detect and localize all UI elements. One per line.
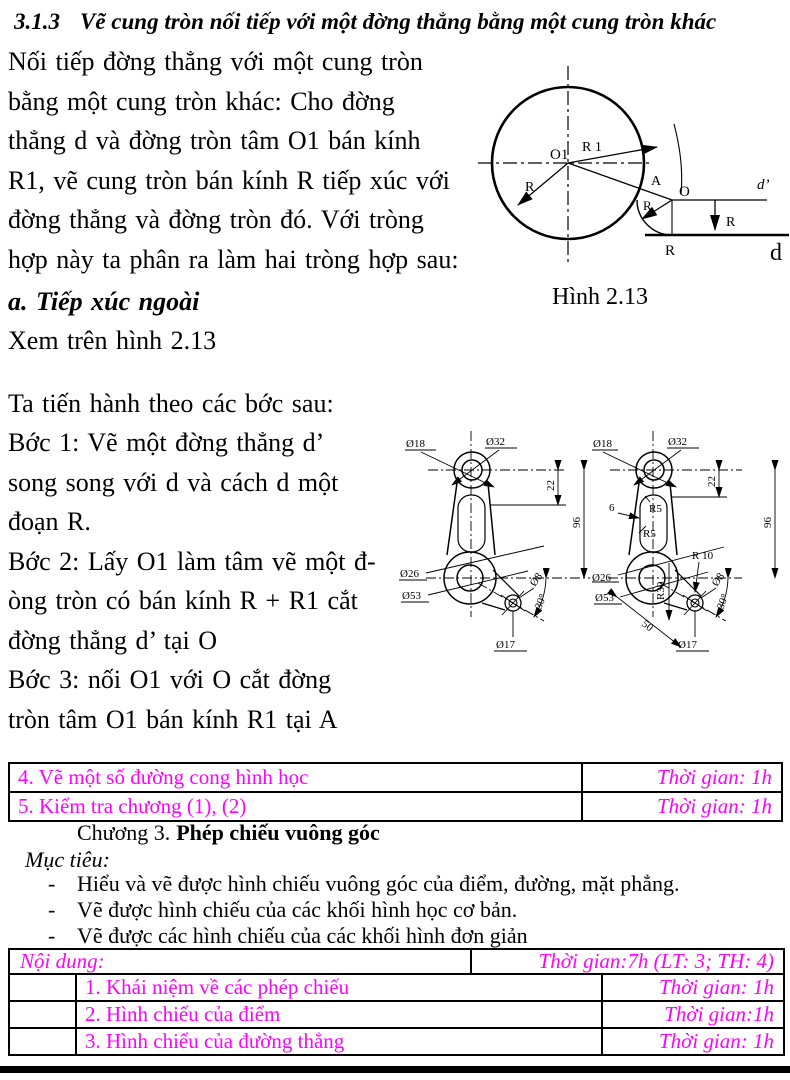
dim-label-offset: 22 <box>545 480 557 491</box>
dim-label-boss: Ø17 <box>678 639 697 651</box>
dimension-lines <box>399 448 584 651</box>
table-cell-content: 4. Vẽ một số đường cong hình học <box>10 764 583 791</box>
intro-line: hợp này ta phân ra làm hai tròng hợp sau: <box>8 244 459 274</box>
dim-label-dist: 50 <box>639 617 656 635</box>
page-bottom-rule <box>0 1066 790 1073</box>
dim-label-offset: 22 <box>706 476 718 487</box>
bullet-dash: - <box>48 871 56 896</box>
objective-item <box>48 871 679 897</box>
bullet-dash: - <box>48 922 56 948</box>
dim-label-bottom-inner: Ø26 <box>400 568 419 580</box>
dim-label-top-inner: Ø18 <box>406 438 425 450</box>
dim-label-arc-r: R30 <box>655 581 667 600</box>
objective-text: Vẽ được hình chiếu của các khối hình học cơ bản. <box>77 896 518 922</box>
dim-label-top-inner: Ø18 <box>593 438 612 450</box>
table-cell-time: Thời gian: 1h <box>658 1029 774 1053</box>
dimension-lines <box>592 448 775 651</box>
table-cell-empty <box>10 1002 77 1027</box>
objectives-label: Mục tiêu: <box>25 847 110 872</box>
table-header-content: Nội dung: <box>10 950 472 973</box>
dim-label-slot-r-bottom: R5 <box>643 528 656 540</box>
dim-label-bottom-outer: Ø53 <box>595 592 614 604</box>
label-r-bottom: R <box>665 243 676 259</box>
dimension-labels <box>592 436 774 651</box>
intro-line: bằng một cung tròn khác: Cho đờng <box>8 86 395 116</box>
dim-label-angle: 30° <box>532 592 550 612</box>
dim-label-top-outer: Ø32 <box>668 436 687 448</box>
objective-item <box>48 897 679 923</box>
figure-labels <box>525 140 782 266</box>
centerlines <box>608 431 742 621</box>
chapter-title: Phép chiếu vuông góc <box>176 820 380 845</box>
section-number: 3.1.3 <box>14 9 60 34</box>
figure-caption: Hình 2.13 <box>552 284 648 310</box>
figure-geometry <box>478 66 789 264</box>
table-cell-empty <box>10 975 77 1000</box>
lever-drawing-left <box>398 425 600 673</box>
label-d: d <box>770 240 782 266</box>
bullet-dash: - <box>48 896 56 922</box>
dim-label-angle: 30° <box>714 592 732 612</box>
objective-item <box>48 923 679 949</box>
table-cell-content: 1. Khái niệm về các phép chiếu <box>77 975 603 1000</box>
step-line: Bớc 1: Vẽ một đờng thẳng d’ <box>8 428 325 457</box>
table-header-time: Thời gian:7h (LT: 3; TH: 4) <box>538 949 774 973</box>
slot <box>458 495 485 552</box>
dimension-labels <box>400 436 583 651</box>
chapter-heading <box>77 820 380 846</box>
syllabus-table-lower <box>8 948 785 1056</box>
table-header-row <box>10 950 783 973</box>
section-heading <box>14 9 716 35</box>
intro-line: thẳng d và đờng tròn tâm O1 bán kính <box>8 126 421 155</box>
table-row <box>10 791 781 820</box>
objectives-list <box>48 871 679 948</box>
dim-label-boss: Ø17 <box>496 639 515 651</box>
intro-line: Nối tiếp đờng thẳng với một cung tròn <box>8 47 423 76</box>
dim-label-bottom-outer: Ø53 <box>402 590 421 602</box>
intro-paragraph <box>8 42 459 279</box>
figure-2-13-diagram <box>455 58 790 286</box>
step-line: Bớc 2: Lấy O1 làm tâm vẽ một đ- <box>8 546 376 576</box>
step-line: đờng thẳng d’ tại O <box>8 625 218 655</box>
table-cell-empty <box>10 1029 77 1054</box>
table-row <box>10 1027 783 1054</box>
intro-line: đờng thẳng và đờng tròn đó. Với tròng <box>8 205 424 234</box>
dim-label-top-outer: Ø32 <box>486 436 505 448</box>
table-row <box>10 764 781 791</box>
label-point-o: O <box>679 184 690 200</box>
dim-label-link-r: R 10 <box>692 550 714 562</box>
see-figure-line: Xem trên hình 2.13 <box>8 326 217 355</box>
intro-line: R1, vẽ cung tròn bán kính R tiếp xúc với <box>8 165 450 195</box>
dim-label-hole: Ø8 <box>527 570 546 589</box>
chapter-prefix: Chương 3. <box>77 820 171 845</box>
dim-label-web: 6 <box>609 502 615 514</box>
label-r1: R 1 <box>582 140 602 155</box>
label-center-o1: O1 <box>550 147 569 163</box>
table-row <box>10 1000 783 1027</box>
table-cell-time: Thời gian: 1h <box>656 765 772 789</box>
table-cell-content: 2. Hình chiếu của điểm <box>77 1002 603 1027</box>
steps-paragraph <box>8 423 376 739</box>
step-line: tròn tâm O1 bán kính R1 tại A <box>8 704 338 734</box>
lever-drawing-right <box>592 425 790 673</box>
table-cell-content: 3. Hình chiếu của đường thẳng <box>77 1029 603 1054</box>
step-line: Bớc 3: nối O1 với O cắt đờng <box>8 665 332 694</box>
objective-text: Vẽ được các hình chiếu của các khối hình đơn giản <box>77 922 528 948</box>
dim-label-slot-r-top: R5 <box>649 503 662 515</box>
label-d-prime: d’ <box>757 177 770 193</box>
subsection-a-heading: a. Tiếp xúc ngoài <box>8 287 200 316</box>
dim-label-length: 96 <box>762 517 774 528</box>
table-cell-content: 5. Kiểm tra chương (1), (2) <box>10 793 583 820</box>
part-outline <box>444 452 521 611</box>
table-cell-time: Thời gian: 1h <box>656 794 772 818</box>
dim-label-hole: Ø8 <box>709 570 728 589</box>
syllabus-table-upper <box>8 762 783 822</box>
label-r-down: R <box>726 215 736 230</box>
step-line: song song với d và cách d một <box>8 467 339 497</box>
dim-label-length: 96 <box>571 517 583 528</box>
section-title: Vẽ cung tròn nối tiếp với một đờng thẳng bằng một cung tròn khác <box>80 9 717 34</box>
steps-intro: Ta tiến hành theo các bớc sau: <box>8 389 334 418</box>
step-line: đoạn R. <box>8 507 91 536</box>
objective-text: Hiểu và vẽ được hình chiếu vuông góc của điểm, đường, mặt phẳng. <box>77 871 680 896</box>
label-point-a: A <box>651 174 662 189</box>
dim-label-bottom-inner: Ø26 <box>592 572 611 584</box>
label-r-left: R <box>525 180 535 195</box>
table-row <box>10 973 783 1000</box>
step-line: òng tròn có bán kính R + R1 cắt <box>8 586 358 615</box>
label-r-fillet: R <box>643 198 652 213</box>
table-cell-time: Thời gian:1h <box>664 1002 774 1026</box>
table-cell-time: Thời gian: 1h <box>658 975 774 999</box>
